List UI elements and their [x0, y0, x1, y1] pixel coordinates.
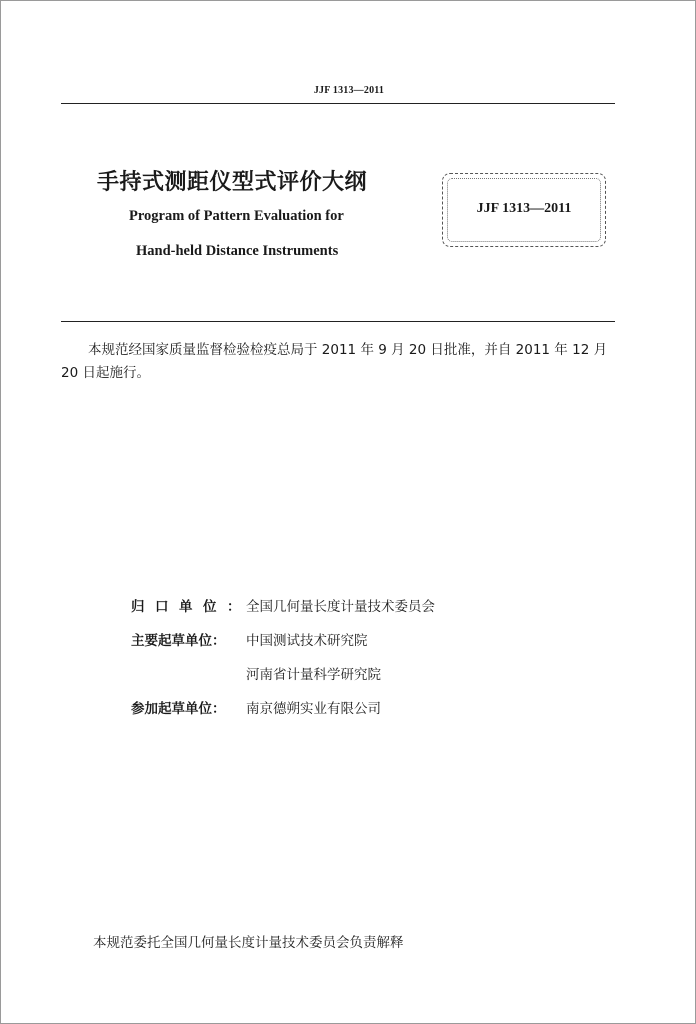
main-drafting-unit-value-2: 河南省计量科学研究院 [246, 667, 381, 683]
main-drafting-unit-value-1: 中国测试技术研究院 [246, 633, 368, 649]
centralized-unit-value: 全国几何量长度计量技术委员会 [246, 599, 435, 615]
centralized-unit-label: 归口单位： [131, 599, 251, 615]
main-drafting-unit-label: 主要起草单位： [131, 633, 226, 649]
header-rule [61, 103, 615, 104]
main-drafting-unit-row [131, 629, 368, 649]
participating-unit-row [131, 697, 381, 717]
title-chinese: 手持式测距仪型式评价大纲 [97, 170, 368, 195]
interpretation-note: 本规范委托全国几何量长度计量技术委员会负责解释 [93, 935, 404, 951]
approval-statement: 本规范经国家质量监督检验检疫总局于 2011 年 9 月 20 日批准，并自 2011 年 12 月 20 日起施行。 [61, 342, 608, 381]
header-standard-code: JJF 1313—2011 [313, 85, 385, 96]
standard-code-box-text: JJF 1313—2011 [476, 201, 572, 216]
participating-unit-value: 南京德朔实业有限公司 [246, 701, 381, 717]
participating-unit-label: 参加起草单位： [131, 701, 226, 717]
section-rule [61, 321, 615, 322]
title-english-line-1: Program of Pattern Evaluation for [129, 208, 344, 224]
standard-code-box [442, 173, 606, 247]
centralized-unit-row [131, 595, 435, 615]
title-english-line-2: Hand-held Distance Instruments [136, 243, 339, 259]
